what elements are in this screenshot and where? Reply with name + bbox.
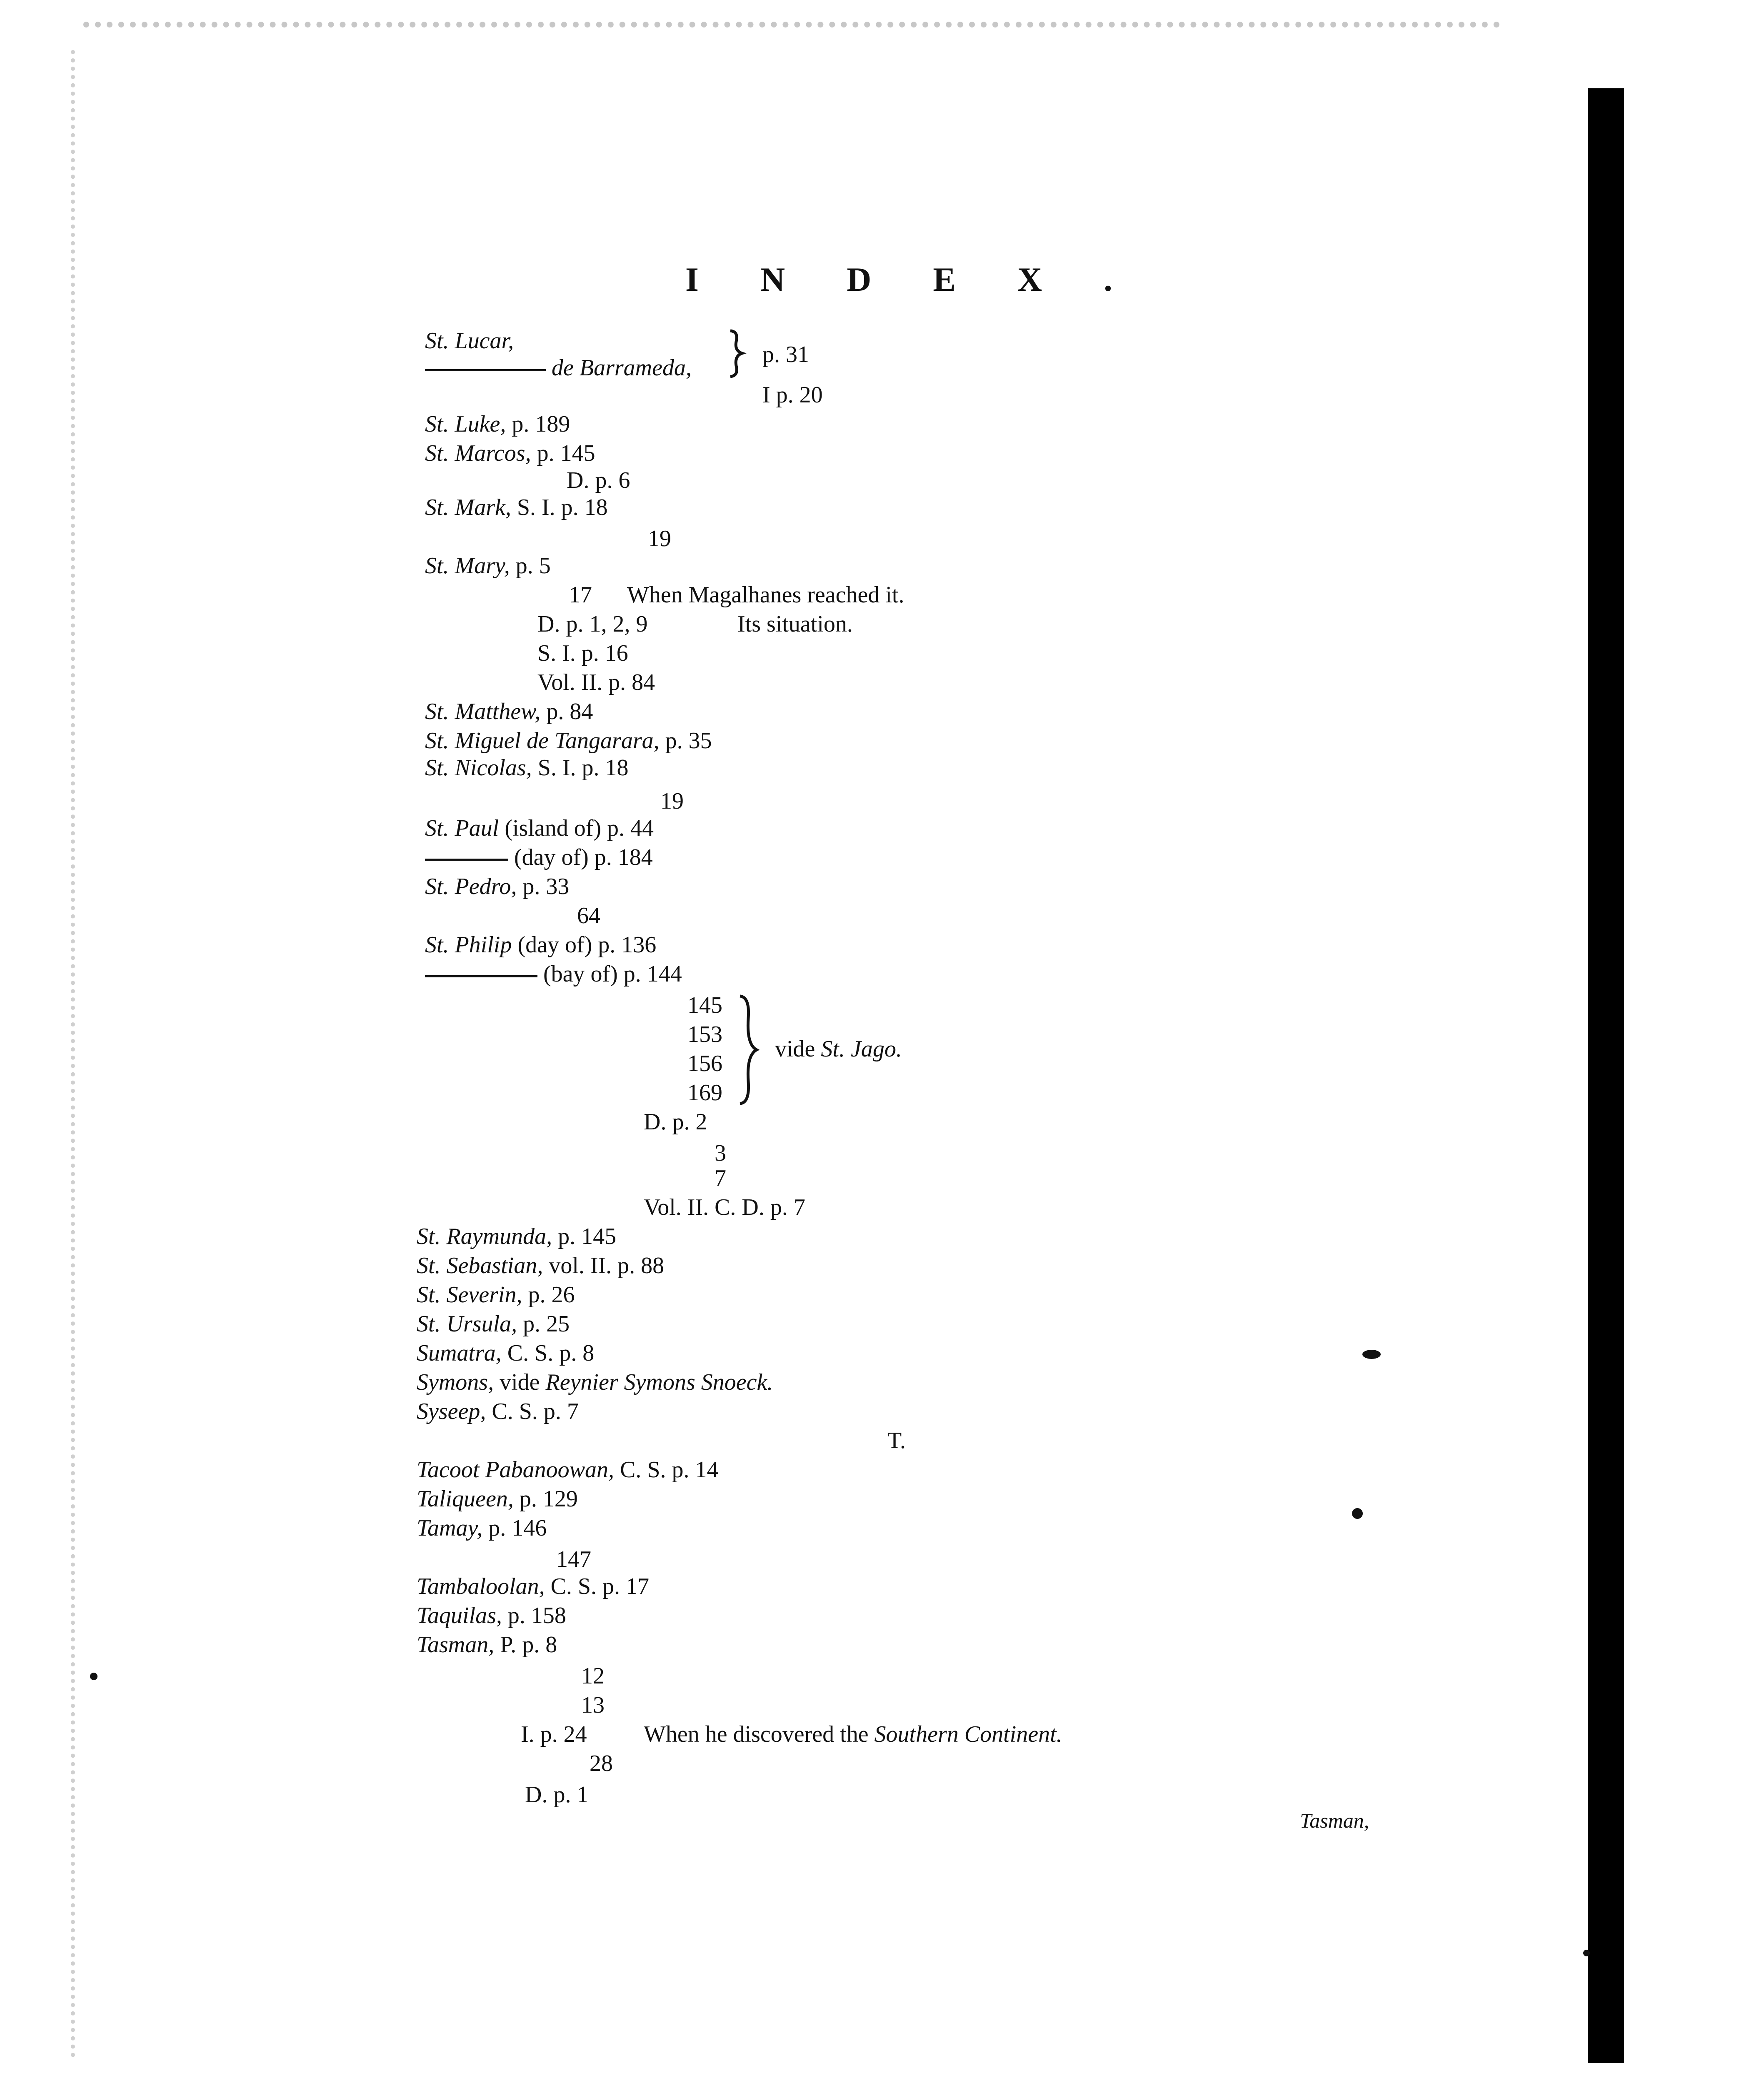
entry-name: St. Pedro, [425,874,517,899]
index-entry [425,962,682,986]
index-entry [417,1400,579,1423]
index-entry [425,846,653,869]
page-ref: S. I. p. 18 [517,495,608,520]
index-entry [417,1458,718,1481]
entry-name: St. Paul [425,815,499,841]
section-letter: T. [887,1428,906,1454]
entry-name: St. Matthew, [425,699,541,724]
index-entry [417,1283,575,1306]
binding-shadow-strip [1588,88,1624,2063]
page-ref: p. 35 [665,728,712,754]
index-entry [425,554,551,577]
cross-reference [775,1037,902,1061]
page-ref: p. 146 [488,1515,547,1541]
index-entry [417,1633,557,1656]
page-title: INDEX. [685,260,1174,298]
index-entry [417,1225,616,1248]
entry-name: St. Lucar, [425,328,514,354]
entry-name: Syseep, [417,1399,486,1424]
note-emphasis: Southern Continent. [874,1721,1062,1747]
page-ref: 64 [577,903,600,929]
entry-note: When Magalhanes reached it. [627,582,904,608]
page-ref: C. S. p. 8 [507,1340,595,1366]
page-ref: 153 [687,1022,722,1047]
note-text: When he discovered the [644,1721,869,1747]
entry-name: St. Ursula, [417,1311,517,1337]
index-entry [417,1516,547,1540]
page-ref: D. p. 2 [644,1109,707,1135]
index-entry [417,1371,773,1394]
vide-label: vide [500,1369,540,1395]
page-ref: D. p. 6 [567,467,630,493]
entry-name: Sumatra, [417,1340,502,1366]
index-entry [425,412,570,436]
page-ref: S. I. p. 18 [537,755,629,781]
entry-name: Taquilas, [417,1603,502,1628]
page-ref: p. 189 [512,411,570,437]
index-entry [425,496,608,519]
index-entry [425,729,712,752]
vide-label: vide [775,1036,815,1062]
page-ref: vol. II. p. 88 [549,1253,665,1279]
page-ref: 12 [581,1663,605,1689]
page-ref: p. 31 [762,342,809,367]
page-ref: 7 [715,1165,726,1191]
entry-name: St. Nicolas, [425,755,532,781]
page-ref: 19 [660,788,684,814]
page-ref: 145 [687,992,722,1018]
page-edge-top [83,22,1500,27]
entry-name: Symons, [417,1369,494,1395]
entry-name: Tasman, [417,1632,495,1658]
page-ref: 156 [687,1051,722,1076]
repeat-dash [425,975,537,977]
index-entry [417,1487,578,1511]
page-edge-left [71,50,75,2058]
page-ref: 3 [715,1140,726,1166]
ink-blot [1583,1950,1590,1956]
page-ref: (day of) p. 184 [514,844,653,870]
page-ref: C. S. p. 17 [550,1573,650,1599]
entry-name: Tamay, [417,1515,483,1541]
entry-name: Tacoot Pabanoowan, [417,1457,614,1483]
page-ref: p. 26 [528,1282,575,1308]
page-ref: p. 33 [522,874,570,899]
entry-note [644,1723,1062,1746]
page-ref: p. 25 [523,1311,570,1337]
index-entry [417,1341,594,1365]
page-ref: D. p. 1, 2, 9 [537,611,648,637]
index-entry [425,700,593,723]
page-ref: S. I. p. 16 [537,640,628,666]
index-entry [425,756,628,779]
page-ref: C. S. p. 7 [492,1399,579,1424]
page-ref: 17 [569,582,592,608]
entry-name: St. Philip [425,932,512,958]
brace-mark [737,994,762,1106]
page-ref: (island of) p. 44 [505,815,654,841]
index-entry [425,933,656,957]
ink-blot [1352,1508,1363,1519]
page-ref: p. 145 [558,1224,617,1249]
entry-name: St. Luke, [425,411,506,437]
entry-name: St. Severin, [417,1282,522,1308]
index-entry [425,817,654,840]
entry-name: Tambaloolan, [417,1573,545,1599]
page-ref: (day of) p. 136 [517,932,657,958]
page-ref: C. S. p. 14 [620,1457,719,1483]
index-entry [417,1575,649,1598]
page-ref: I p. 20 [762,382,823,408]
entry-name: St. Marcos, [425,440,531,466]
ink-blot [90,1673,97,1680]
page-ref: D. p. 1 [525,1782,589,1808]
brace-mark [727,329,748,379]
page-ref: p. 5 [515,553,551,579]
page-ref: P. p. 8 [500,1632,557,1658]
entry-name: St. Jago. [821,1036,902,1062]
index-entry [417,1312,570,1336]
repeat-dash [425,859,508,861]
entry-name: St. Mary, [425,553,510,579]
entry-name: St. Sebastian, [417,1253,543,1279]
entry-name: de Barrameda, [552,355,692,381]
entry-note: Its situation. [737,611,853,637]
page-ref: 28 [590,1751,613,1776]
page-ref: Vol. II. C. D. p. 7 [644,1194,805,1220]
page-ref: p. 158 [507,1603,566,1628]
entry-line [425,356,692,380]
entry-name: St. Raymunda, [417,1224,552,1249]
page-ref: p. 84 [546,699,593,724]
page-ref: 19 [648,526,671,552]
entry-name: St. Miguel de Tangarara, [425,728,660,754]
entry-name: Reynier Symons Snoeck. [545,1369,773,1395]
page-ref: 169 [687,1080,722,1106]
entry-name: Taliqueen, [417,1486,514,1512]
page-ref: 147 [556,1546,591,1572]
index-entry [425,442,595,465]
ink-blot [1362,1350,1381,1359]
page-ref: 13 [581,1692,605,1718]
page-ref: (bay of) p. 144 [543,961,682,987]
page-ref: p. 145 [537,440,595,466]
entry-name: St. Mark, [425,495,511,520]
index-entry [417,1604,566,1627]
index-entry [425,875,569,898]
repeat-dash [425,369,546,371]
page-ref: Vol. II. p. 84 [537,669,655,695]
index-entry [417,1254,664,1277]
page-ref: I. p. 24 [521,1721,587,1747]
catchword: Tasman, [1300,1809,1369,1832]
page-ref: p. 129 [519,1486,578,1512]
